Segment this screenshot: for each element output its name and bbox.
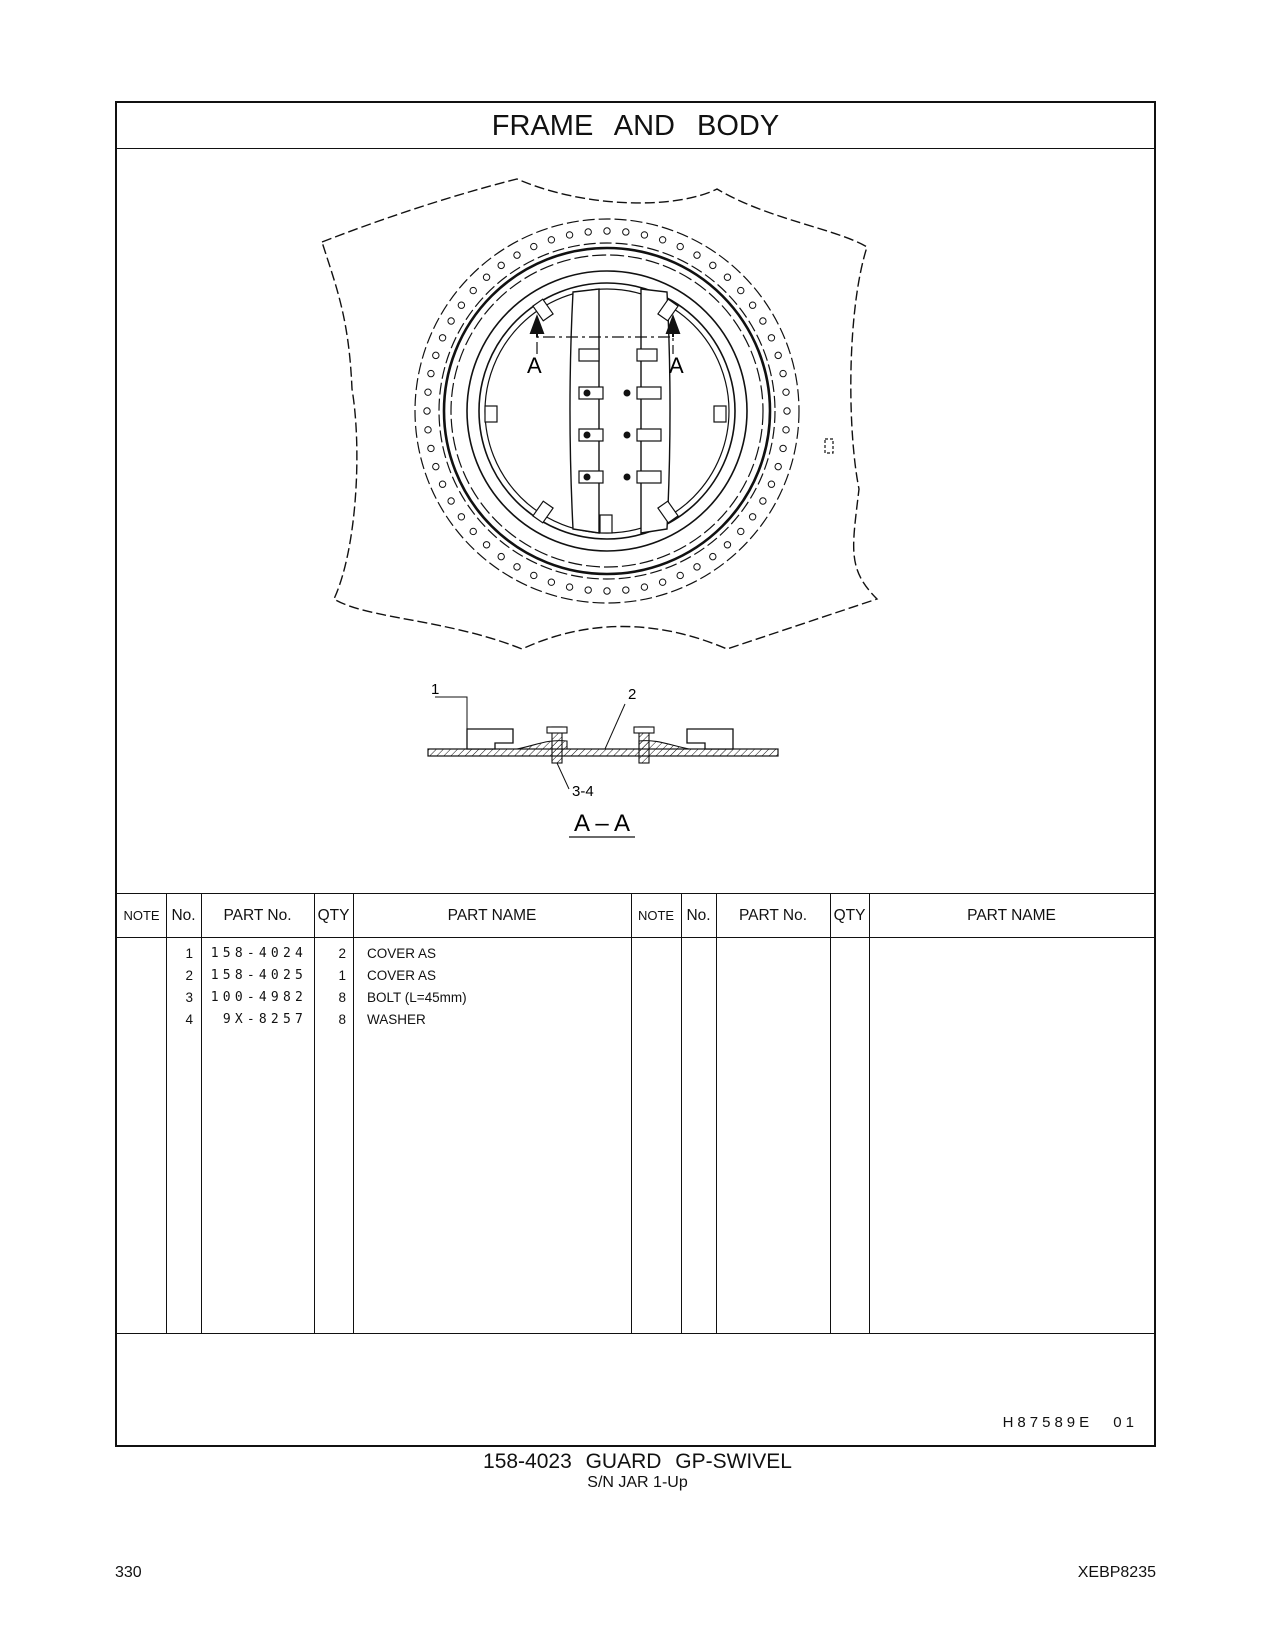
cover-plate-right bbox=[641, 289, 670, 533]
section-view bbox=[428, 681, 778, 837]
section-arrow-left bbox=[531, 317, 543, 337]
ring-5 bbox=[467, 271, 747, 551]
section-marker-right: A bbox=[669, 353, 684, 378]
bolt-hole bbox=[483, 274, 489, 280]
bolt-hole bbox=[458, 514, 464, 520]
bolt-hole bbox=[641, 584, 647, 590]
bolt-hole bbox=[694, 252, 700, 258]
table-row: 2 158-4025 1 COVER AS bbox=[185, 968, 437, 983]
bolt-hole bbox=[749, 302, 755, 308]
bolt-hole bbox=[566, 232, 572, 238]
bolt-hole bbox=[439, 481, 445, 487]
bolt-hole bbox=[738, 528, 744, 534]
bolt-hole bbox=[783, 427, 789, 433]
assembly-title: 158-4023 GUARD GP-SWIVEL bbox=[483, 1450, 792, 1473]
bolt-hole bbox=[448, 318, 454, 324]
bolt-hole bbox=[514, 252, 520, 258]
section-marker-left: A bbox=[527, 353, 542, 378]
bolt-hole bbox=[677, 572, 683, 578]
bolt-hole bbox=[768, 481, 774, 487]
bolt-hole bbox=[448, 498, 454, 504]
bolt-hole bbox=[768, 335, 774, 341]
bolt-hole bbox=[760, 498, 766, 504]
bolt-hole bbox=[428, 445, 434, 451]
bolt-hole bbox=[428, 370, 434, 376]
bolt-hole bbox=[425, 427, 431, 433]
bolt-hole bbox=[659, 237, 665, 243]
sheet-footer bbox=[117, 1333, 1154, 1445]
bolt-hole bbox=[677, 243, 683, 249]
bolt-hole bbox=[775, 463, 781, 469]
bolt-hole bbox=[694, 564, 700, 570]
section-label: A – A bbox=[573, 810, 631, 837]
serial-range: S/N JAR 1-Up bbox=[587, 1474, 688, 1491]
bolt-hole bbox=[433, 352, 439, 358]
col-part-name: PART NAME bbox=[447, 907, 537, 924]
sheet-title: FRAME AND BODY bbox=[117, 103, 1154, 149]
bolt-hole bbox=[439, 335, 445, 341]
col-note: NOTE bbox=[123, 908, 160, 923]
bolt-hole bbox=[724, 274, 730, 280]
ring-7 bbox=[485, 289, 729, 533]
bolt-hole bbox=[710, 262, 716, 268]
bolt-hole bbox=[483, 542, 489, 548]
bolt-hole bbox=[641, 232, 647, 238]
col-qty: QTY bbox=[317, 907, 350, 924]
table-header bbox=[117, 893, 1154, 938]
bolt-hole bbox=[548, 237, 554, 243]
bolt-hole bbox=[738, 287, 744, 293]
bolt-hole bbox=[425, 389, 431, 395]
col-qty-2: QTY bbox=[833, 907, 866, 924]
table-row: 4 9X-8257 8 WASHER bbox=[185, 1012, 426, 1027]
bolt-hole bbox=[780, 370, 786, 376]
bolt-hole bbox=[659, 579, 665, 585]
col-no: No. bbox=[171, 907, 196, 924]
bolt-hole bbox=[585, 587, 591, 593]
col-note-2: NOTE bbox=[637, 908, 675, 923]
bolt-hole bbox=[784, 408, 790, 414]
page-number: 330 bbox=[115, 1564, 142, 1581]
bolt-hole bbox=[623, 229, 629, 235]
bolt-hole bbox=[424, 408, 430, 414]
bolt-hole bbox=[498, 262, 504, 268]
bolt-hole bbox=[604, 228, 610, 234]
callout-3-4: 3-4 bbox=[572, 783, 594, 800]
parts-table bbox=[117, 893, 1154, 1333]
bolt-hole bbox=[433, 463, 439, 469]
bolt-hole bbox=[470, 287, 476, 293]
callout-2: 2 bbox=[628, 686, 637, 703]
table-row: 1 158-4024 2 COVER AS bbox=[185, 946, 437, 961]
bolt-hole bbox=[604, 588, 610, 594]
col-part-name-2: PART NAME bbox=[967, 907, 1056, 924]
bolt-hole bbox=[724, 542, 730, 548]
col-no-2: No. bbox=[686, 907, 711, 924]
bolt-hole bbox=[531, 572, 537, 578]
bolt-hole bbox=[780, 445, 786, 451]
bolt-hole bbox=[458, 302, 464, 308]
callout-1: 1 bbox=[431, 681, 440, 698]
table-row: 3 100-4982 8 BOLT (L=45mm) bbox=[185, 990, 467, 1005]
bolt-hole bbox=[514, 564, 520, 570]
bolt-hole bbox=[749, 514, 755, 520]
col-part-no-2: PART No. bbox=[738, 907, 808, 924]
bolt-hole bbox=[775, 352, 781, 358]
cover-plate-left bbox=[570, 289, 599, 533]
bolt-hole bbox=[710, 553, 716, 559]
col-part-no: PART No. bbox=[223, 907, 292, 924]
bolt-hole bbox=[585, 229, 591, 235]
parts-sheet bbox=[115, 101, 1156, 1447]
bolt-hole bbox=[566, 584, 572, 590]
bolt-hole bbox=[623, 587, 629, 593]
bolt-hole bbox=[531, 243, 537, 249]
drawing-code: H87589E 01 bbox=[1002, 1414, 1138, 1431]
bolt-hole bbox=[548, 579, 554, 585]
ring-6 bbox=[479, 283, 735, 539]
bolt-hole bbox=[470, 528, 476, 534]
exploded-drawing bbox=[117, 149, 1154, 893]
document-code: XEBP8235 bbox=[1077, 1564, 1156, 1581]
bolt-hole bbox=[760, 318, 766, 324]
bolt-hole bbox=[498, 553, 504, 559]
bolt-hole bbox=[783, 389, 789, 395]
outer-ring bbox=[415, 219, 799, 603]
